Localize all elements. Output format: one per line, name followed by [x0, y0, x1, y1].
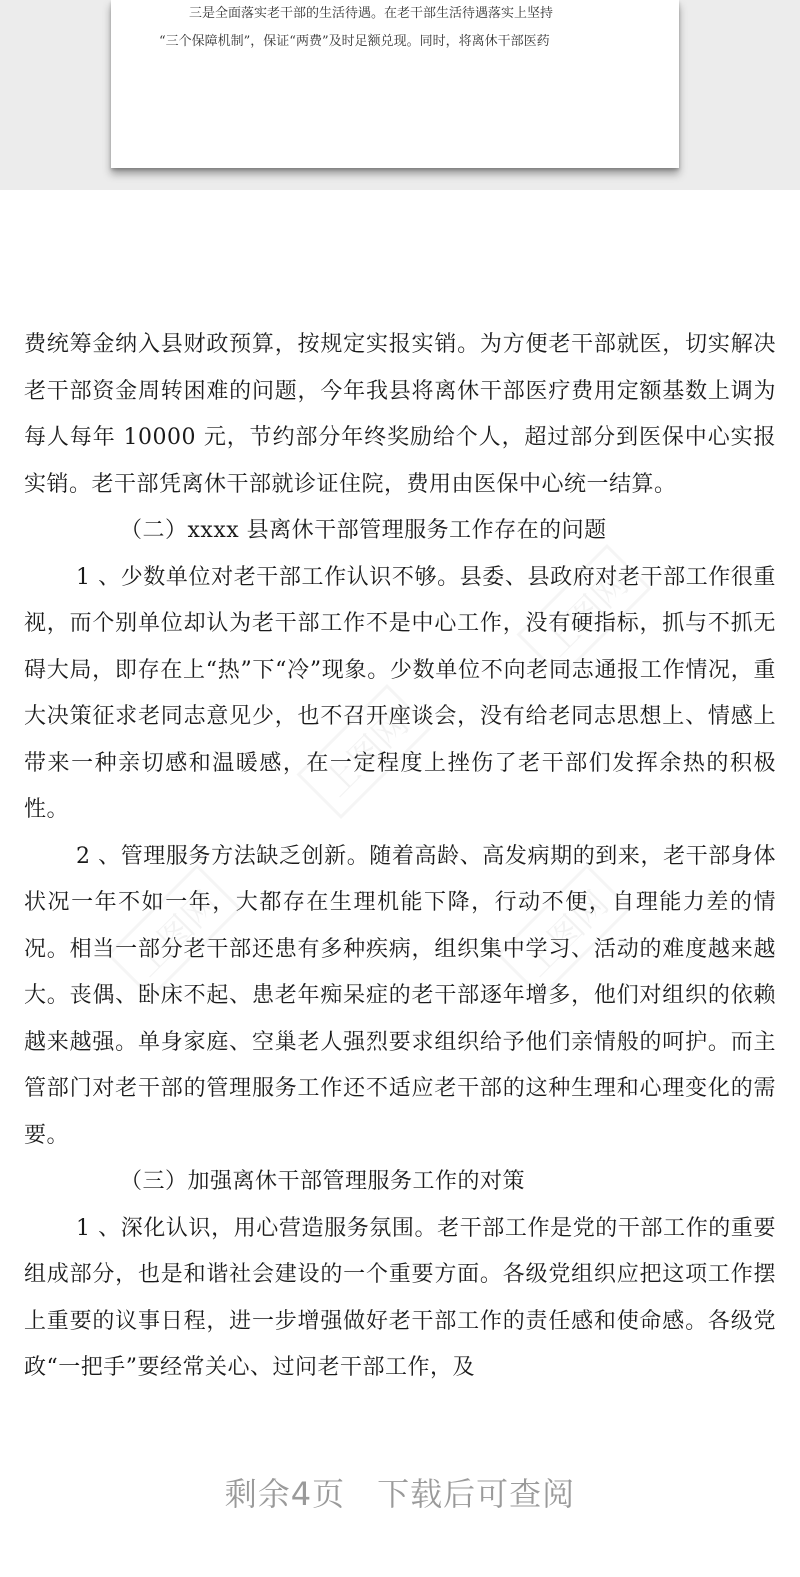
paragraph: 2 、管理服务方法缺乏创新。随着高龄、高发病期的到来，老干部身体状况一年不如一年，大都存在生理机能下降，行动不便，自理能力差的情况。相当一部分老干部还患有多种疾病，组织集中学习、活动的难度越来越大。丧偶、卧床不起、患老年痴呆症的老干部逐年增多，他们对组织的依赖越来越强。单身家庭、空巢老人强烈要求组织给予他们亲情般的呵护。而主管部门对老干部的管理服务工作还不适应老干部的这种生理和心理变化的需要。	[24, 843, 776, 1148]
watermark: 上图网	[516, 544, 651, 679]
download-to-read-label: 下载后可查阅	[377, 1475, 576, 1513]
watermark: 上图网	[496, 864, 631, 999]
paragraph: 1 、深化认识，用心营造服务氛围。老干部工作是党的干部工作的重要组成部分，也是和谐社会建设的一个重要方面。各级党组织应把这项工作摆上重要的议事日程，进一步增强做好老干部工作的责任感和使命感。各级党政“一把手”要经常关心、过问老干部工作，及	[24, 1215, 776, 1380]
watermark: 上图网	[106, 864, 241, 999]
remaining-pages-label: 剩余4页	[224, 1475, 346, 1513]
section-heading: （三）加强离休干部管理服务工作的对策	[120, 1169, 526, 1194]
paragraph: 1 、少数单位对老干部工作认识不够。县委、县政府对老干部工作很重视，而个别单位却认为老干部工作不是中心工作，没有硬指标，抓与不抓无碍大局，即存在上“热”下“冷”现象。少数单位不向老同志通报工作情况，重大决策征求老同志意见少，也不召开座谈会，没有给老同志思想上、情感上带来一种亲切感和温暖感，在一定程度上挫伤了老干部们发挥余热的积极性。	[24, 564, 776, 822]
preview-line-1: 三是全面落实老干部的生活待遇。在老干部生活待遇落实上坚持	[189, 6, 554, 21]
previous-page-preview	[111, 0, 679, 168]
section-heading: （二）xxxx 县离休干部管理服务工作存在的问题	[120, 518, 607, 543]
document-body	[24, 322, 776, 1392]
paragraph: 费统筹金纳入县财政预算，按规定实报实销。为方便老干部就医，切实解决老干部资金周转困难的问题，今年我县将离休干部医疗费用定额基数上调为每人每年 10000 元，节约部分年终奖励给个人，超过部分到医保中心实报实销。老干部凭离休干部就诊证住院，费用由医保中心统一结算。	[24, 332, 776, 497]
watermark: 上图网	[296, 684, 431, 819]
preview-line-2: “三个保障机制”，保证“两费”及时足额兑现。同时，将离休干部医药	[159, 34, 550, 49]
download-prompt[interactable]	[0, 1469, 800, 1515]
